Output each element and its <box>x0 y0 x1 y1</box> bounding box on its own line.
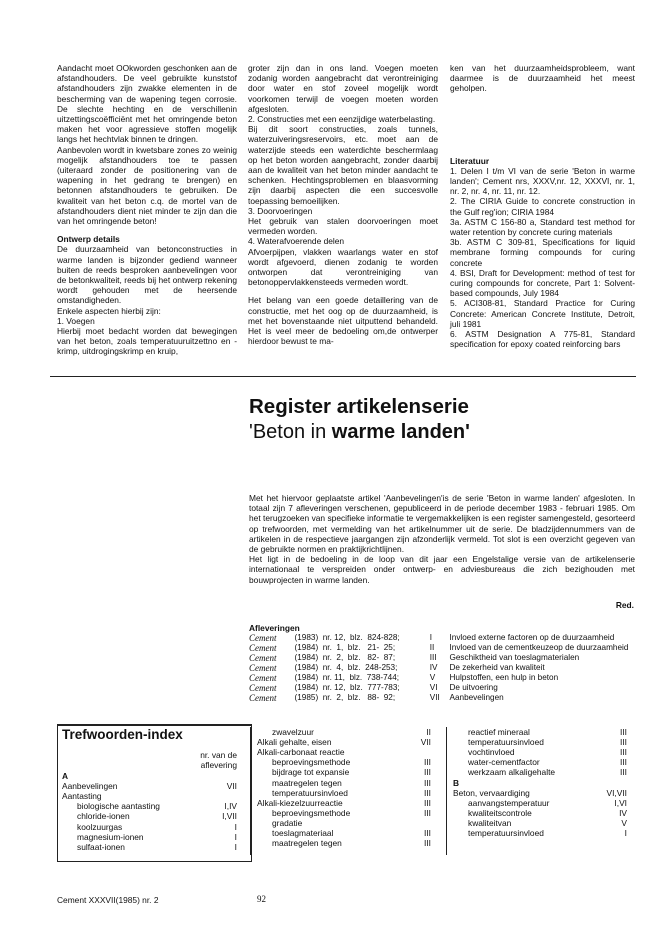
index-term: gradatie <box>272 817 303 828</box>
index-term: vochtinvloed <box>468 747 515 758</box>
paragraph: De duurzaamheid van betonconstructies in warme landen is bijzonder gediend wanneer buiten de reeds besproken aanbevelingen voor de betonkwaliteit, reeds bij het ontwerp rekening wordt gehouden met de heersende omstandigheden. <box>57 244 237 306</box>
aflevering-description: Invloed van de cementkeuzeop de duurzaamheid <box>449 643 629 652</box>
aflevering-number: III <box>429 653 437 662</box>
aflevering-reference: (1983) nr. 12, blz. 824-828; <box>294 633 400 642</box>
paragraph: Het belang van een goede detaillering van de constructie, met het oog op de duurzaamheid, is met het bovenstaande niet uitputtend behandeld. Het is veel meer de bedoeling om,de ontwerper hierdoor bewust te ma- <box>248 295 438 347</box>
index-column-divider <box>446 727 447 855</box>
index-reference: III <box>424 777 431 788</box>
paragraph: Het gebruik van stalen doorvoeringen moet vermeden worden. <box>248 216 438 237</box>
index-reference: III <box>620 767 627 778</box>
afleveringen-table <box>249 633 649 703</box>
aflevering-description: De zekerheid van kwaliteit <box>449 663 545 672</box>
aflevering-row <box>249 663 649 673</box>
aflevering-description: Hulpstoffen, een hulp in beton <box>449 673 559 682</box>
index-reference: VI,VII <box>606 787 627 798</box>
aflevering-reference: (1984) nr. 1, blz. 21- 25; <box>294 643 396 652</box>
index-reference: I <box>234 821 237 832</box>
article-column-1 <box>57 63 237 357</box>
index-reference: III <box>620 757 627 768</box>
paragraph: Het ligt in de bedoeling in de loop van dit jaar een Engelstalige versie van de artikelenserie internationaal te verspreiden onder ontwerp- en adviesbureaus die zich bezighouden met bouwprojecten in warme landen. <box>249 554 635 585</box>
paragraph: 3. Doorvoeringen <box>248 205 313 216</box>
subtitle-text: 'Beton in <box>249 421 332 443</box>
paragraph: 4. Waterafvoerende delen <box>248 236 345 247</box>
index-term: Aantasting <box>62 791 102 802</box>
article-column-2 <box>248 63 438 346</box>
reference-item: 6. ASTM Designation A 775-81, Standard specification for epoxy coated reinforcing bars <box>450 329 635 350</box>
paragraph: Afvoerpijpen, vlakken waarlangs water en stof wordt afgevoerd, dienen zodanig te worden ontworpen dat verontreiniging van betonoppervlakkensteeds vermeden wordt. <box>248 246 438 288</box>
index-term: biologische aantasting <box>77 801 160 812</box>
aflevering-description: Aanbevelingen <box>449 693 504 702</box>
index-reference: I,VII <box>222 811 237 822</box>
index-reference: III <box>424 838 431 849</box>
paragraph: Enkele aspecten hierbij zijn: <box>57 305 161 316</box>
index-term: temperatuursinvloed <box>468 828 544 838</box>
index-reference: I,VI <box>614 797 627 808</box>
index-reference: I <box>624 828 627 838</box>
index-term: B <box>453 777 460 788</box>
index-reference: III <box>620 737 627 748</box>
aflevering-row <box>249 643 649 653</box>
paragraph: 2. Constructies met een eenzijdige waterbelasting. <box>248 114 436 125</box>
index-term: Alkali-carbonaat reactie <box>257 747 345 758</box>
aflevering-reference: (1985) nr. 2, blz. 88- 92; <box>294 693 396 702</box>
aflevering-magazine: Cement <box>249 633 277 643</box>
paragraph: 1. Voegen <box>57 315 95 326</box>
aflevering-number: VII <box>429 693 440 702</box>
index-reference: V <box>621 817 627 828</box>
page-number: 92 <box>257 894 266 904</box>
paragraph: Bij dit soort constructies, zoals tunnels, waterzuiveringsreservoirs, etc. moet aan de waterzijde steeds een waterdichte beschermlaag op het beton worden aangebracht, zonder daarbij aan de kwaliteit van het beton minder aandacht te schenken. Hechtingsproblemen en blaasvorming zijn daarbij aspecten die een succesvolle toepassing bemoeilijken. <box>248 124 438 206</box>
index-term: A <box>62 771 69 781</box>
aflevering-row <box>249 633 649 643</box>
aflevering-magazine: Cement <box>249 693 277 703</box>
index-reference: III <box>620 747 627 758</box>
paragraph: groter zijn dan in ons land. Voegen moeten zodanig worden aangebracht dat verontreiniging door water en stof zoveel mogelijk wordt voorkomen terwijl de voegen moeten worden afgesloten. <box>248 63 438 114</box>
register-subtitle <box>249 420 470 444</box>
index-term: Aanbevelingen <box>62 781 118 792</box>
aflevering-description: Geschiktheid van toeslagmaterialen <box>449 653 580 662</box>
index-reference: VII <box>420 737 431 748</box>
index-header-aflevering: aflevering <box>200 760 237 770</box>
index-reference: III <box>620 727 627 737</box>
index-term: werkzaam alkaligehalte <box>468 767 556 778</box>
section-divider <box>50 376 636 377</box>
index-reference: IV <box>619 807 627 818</box>
index-term: chloride-ionen <box>77 811 130 822</box>
index-term: beproevingsmethode <box>272 807 351 818</box>
article-column-3 <box>450 63 635 349</box>
aflevering-magazine: Cement <box>249 673 277 683</box>
aflevering-number: II <box>429 643 435 652</box>
index-reference: I <box>234 841 237 852</box>
index-reference: II <box>426 727 431 737</box>
aflevering-reference: (1984) nr. 2, blz. 82- 87; <box>294 653 396 662</box>
editor-signature: Red. <box>615 600 634 610</box>
footer-text: Cement XXXVII(1985) nr. 2 <box>57 895 159 905</box>
index-term: toeslagmateriaal <box>272 828 334 838</box>
index-reference: III <box>424 797 431 808</box>
index-header-nr: nr. van de <box>200 750 237 760</box>
index-term: bijdrage tot expansie <box>272 767 350 778</box>
index-term: Alkali gehalte, eisen <box>257 737 332 748</box>
aflevering-row <box>249 673 649 683</box>
index-term: aanvangstemperatuur <box>468 797 550 808</box>
register-intro <box>249 493 635 585</box>
paragraph: Aandacht moet OOkworden geschonken aan de afstandhouders. De veel gebruikte kunststof afstandhouders zijn zwakke elementen in de bescherming van de wapening tegen corrosie. De slechte hechting en de verschillenin uitzettingscoëfficiënt met het omringende beton maken het voor agressieve stoffen mogelijk langs het hechtvlak binnen te dringen. <box>57 63 237 145</box>
index-term: zwavelzuur <box>272 727 314 737</box>
index-term: temperatuursinvloed <box>272 787 348 798</box>
afleveringen-heading: Afleveringen <box>249 623 300 633</box>
aflevering-row <box>249 683 649 693</box>
reference-item: 5. ACI308-81, Standard Practice for Curing Concrete: American Concrete Institute, Detroit, juli 1981 <box>450 298 635 329</box>
index-term: kwaliteitscontrole <box>468 807 532 818</box>
reference-item: 1. Delen I t/m VI van de serie 'Beton in warme landen'; Cement nrs, XXXV,nr. 12, XXXVI, nr. 1, nr. 2, nr. 4, nr. 11, nr. 12. <box>450 165 635 197</box>
aflevering-number: IV <box>429 663 438 672</box>
paragraph: Met het hiervoor geplaatste artikel 'Aanbevelingen'is de serie 'Beton in warme landen' afgesloten. In totaal zijn 7 afleveringen verschenen, gepubliceerd in de periode december 1983 - februari 1985. Om het terugzoeken van specifieke informatie te vergemakkelijken is een register samengesteld, gesorteerd op trefwoorden, met vermelding van het artikelnummer uit de serie. De bladzijdennummers van de artikelen in de respectieve jaargangen zijn afzonderlijk vermeld. Tot slot is een overzicht gegeven van de gebruikte normen en praktijkrichtlijnen. <box>249 493 635 555</box>
reference-item: 2. The CIRIA Guide to concrete construction in the Gulf reg'ion; CIRIA 1984 <box>450 196 635 217</box>
index-reference: III <box>424 757 431 768</box>
aflevering-row <box>249 653 649 663</box>
paragraph: Hierbij moet bedacht worden dat bewegingen van het beton, zoals temperatuuruitzettno en -krimp, uitdrogingskrimp en kruip, <box>57 326 237 357</box>
reference-item: 4. BSI, Draft for Development: method of test for curing compounds for concrete, Part 1: Solvent-based compounds, July 1984 <box>450 267 635 299</box>
register-title: Register artikelenserie <box>249 395 469 418</box>
index-column-divider <box>250 727 251 855</box>
index-reference: III <box>424 767 431 778</box>
literature-heading: Literatuur <box>450 155 490 166</box>
aflevering-number: VI <box>429 683 438 692</box>
aflevering-description: Invloed externe factoren op de duurzaamheid <box>449 633 615 642</box>
index-reference: VII <box>226 781 237 792</box>
aflevering-magazine: Cement <box>249 663 277 673</box>
aflevering-magazine: Cement <box>249 653 277 663</box>
index-reference: III <box>424 828 431 838</box>
reference-item: 3a. ASTM C 156-80 a, Standard test method for water retention by concrete curing materials <box>450 216 635 238</box>
aflevering-row <box>249 693 649 703</box>
index-term: maatregelen tegen <box>272 838 342 849</box>
index-reference: III <box>424 807 431 818</box>
paragraph: Aanbevolen wordt in kwetsbare zones zo weinig mogelijk afstandhouders toe te passen (uiteraard zonder de positionering van de wapening in het gedrang te brengen) en betonnen afstandhouders te gebruiken. De kwaliteit van het beton c.q. de mortel van de afstandhouders dient niet minder te zijn dan die van het omringende beton! <box>57 144 237 227</box>
section-heading: Ontwerp details <box>57 234 120 245</box>
aflevering-reference: (1984) nr. 4, blz. 248-253; <box>294 663 398 672</box>
index-reference: I,IV <box>224 801 237 812</box>
index-term: maatregelen tegen <box>272 777 342 788</box>
aflevering-number: I <box>429 633 433 642</box>
index-term: sulfaat-ionen <box>77 841 125 852</box>
index-term: beproevingsmethode <box>272 757 351 768</box>
index-term: magnesium-ionen <box>77 831 144 842</box>
index-term: water-cementfactor <box>468 757 540 768</box>
index-title: Trefwoorden-index <box>62 727 183 742</box>
subtitle-bold-text: warme landen' <box>331 421 470 443</box>
aflevering-description: De uitvoering <box>449 683 498 692</box>
index-term: Beton, vervaardiging <box>453 787 530 798</box>
aflevering-magazine: Cement <box>249 683 277 693</box>
paragraph: ken van het duurzaamheidsprobleem, want daarmee is de duurzaamheid het meest geholpen. <box>450 63 635 94</box>
index-term: koolzuurgas <box>77 821 123 832</box>
aflevering-reference: (1984) nr. 11, blz. 738-744; <box>294 673 400 682</box>
aflevering-reference: (1984) nr. 12, blz. 777-783; <box>294 683 400 692</box>
index-term: temperatuursinvloed <box>468 737 544 748</box>
index-term: reactief mineraal <box>468 727 530 737</box>
index-reference: I <box>234 831 237 842</box>
index-reference: III <box>424 787 431 798</box>
index-term: kwaliteitvan <box>468 817 512 828</box>
index-term: Alkali-kiezelzuurreactie <box>257 797 343 808</box>
aflevering-magazine: Cement <box>249 643 277 653</box>
aflevering-number: V <box>429 673 436 682</box>
reference-item: 3b. ASTM C 309-81, Specifications for liquid membrane forming compounds for curing concrete <box>450 237 635 268</box>
